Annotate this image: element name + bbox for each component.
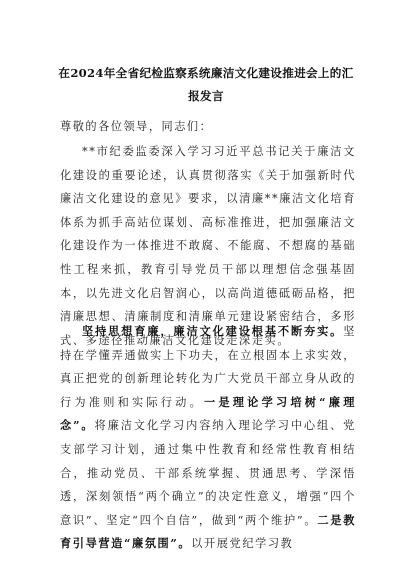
subheading-theory-study: 一是理论学习培树“廉理念”。 [60, 394, 356, 433]
paragraph-intro: **市纪委监委深入学习习近平总书记关于廉洁文化建设的重要论述，认真贯彻落实《关于加强新时代廉洁文化建设的意见》要求，以清廉**廉洁文化培育体系为抓手高站位谋划、高标准推进，把加强廉洁文化建设作为一体推进不敢腐、不能腐、不想腐的基础性工程来抓，教育引导党员干部以理想信念强基固本，以先进文化启智润心，以高尚道德砥砺品格，把清廉思想、清廉制度和清廉单元建设紧密结合，多形式、多途径推动廉洁文化建设走深走实。 [60, 145, 356, 347]
paragraph-text: 以开展党纪学习教 [191, 537, 294, 551]
paragraph-text: 将廉洁文化学习内容纳入理论学习中心组、党支部学习计划，通过集中性教育和经常性教育相结合，推动党员、干部系统掌握、贯通思考、学深悟透，深刻领悟“两个确立”的决定性意义，增强“四个意识”、坚定“四个自信”，做到“两个维护”。 [60, 419, 356, 527]
salutation: 尊敬的各位领导，同志们： [60, 120, 213, 133]
paragraph-text: 坚持在学懂弄通做实上下功夫，在立根固本上求实效，真正把党的创新理论转化为广大党员干部立身从政的行为准则和实际行动。 [60, 325, 356, 409]
section-heading-ideological: 坚持思想育廉，廉洁文化建设根基不断夯实。 [82, 324, 344, 338]
paragraph-ideological [60, 320, 356, 556]
document-title: 在2024年全省纪检监察系统廉洁文化建设推进会上的汇报发言 [58, 66, 354, 103]
subheading-education-guidance: 二是教育引导营造“廉氛围”。 [60, 512, 356, 551]
